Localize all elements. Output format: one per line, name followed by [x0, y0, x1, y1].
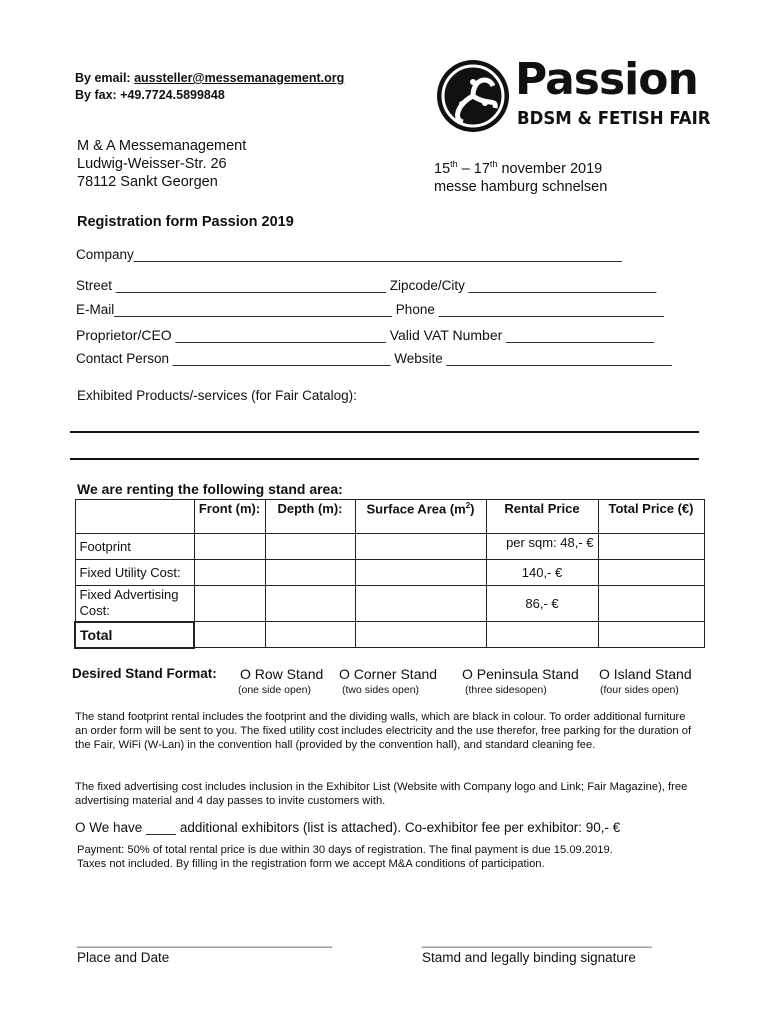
- organizer-street: Ludwig-Weisser-Str. 26: [77, 156, 227, 172]
- spiral-logo-icon: [435, 58, 511, 134]
- header-total: Total Price (€): [598, 500, 704, 534]
- row-label: Footprint: [75, 534, 194, 560]
- table-row: [75, 586, 704, 622]
- products-line-2[interactable]: [70, 458, 699, 460]
- front-cell[interactable]: [194, 560, 265, 586]
- format-row-note: (one side open): [238, 684, 311, 696]
- header-depth: Depth (m):: [265, 500, 355, 534]
- header-rental: Rental Price: [486, 500, 598, 534]
- logo-name: Passion: [515, 54, 698, 105]
- signature-label: Stamd and legally binding signature: [422, 950, 636, 965]
- event-venue: messe hamburg schnelsen: [434, 178, 608, 195]
- total-label: Total: [75, 622, 194, 648]
- format-label: Desired Stand Format:: [72, 666, 217, 681]
- depth-cell[interactable]: [265, 534, 355, 560]
- format-island-stand[interactable]: O Island Stand: [599, 666, 692, 682]
- format-corner-note: (two sides open): [342, 684, 420, 696]
- company-field[interactable]: Company_________________________________________________________________: [76, 247, 622, 262]
- format-row-stand[interactable]: O Row Stand: [240, 666, 324, 682]
- table-row: [75, 534, 704, 560]
- contact-website-field[interactable]: Contact Person _____________________________ Website ______________________________: [76, 351, 672, 366]
- payment-line-2: Taxes not included. By filling in the registration form we accept M&A conditions of participation.: [77, 858, 545, 870]
- rental-price: 86,- €: [486, 586, 598, 622]
- event-info: [434, 155, 607, 196]
- table-total-row: [75, 622, 704, 648]
- products-line-1[interactable]: [70, 431, 699, 433]
- email-prefix: By email:: [75, 71, 135, 85]
- payment-line-1: Payment: 50% of total rental price is due within 30 days of registration. The final payment is due 15.09.2019.: [77, 844, 613, 856]
- email-phone-field[interactable]: E-Mail_____________________________________ Phone ______________________________: [76, 302, 664, 317]
- front-cell[interactable]: [194, 622, 265, 648]
- organizer-name: M & A Messemanagement: [77, 138, 247, 154]
- surface-cell[interactable]: [355, 560, 486, 586]
- row-label: Fixed Advertising Cost:: [75, 586, 194, 622]
- form-title: Registration form Passion 2019: [77, 214, 294, 230]
- front-cell[interactable]: [194, 586, 265, 622]
- rental-price: per sqm: 48,- €: [486, 534, 598, 560]
- organizer-address: [77, 137, 246, 191]
- proprietor-vat-field[interactable]: Proprietor/CEO ___________________________ Valid VAT Number ___________________: [76, 327, 655, 343]
- email-line: [75, 71, 344, 85]
- depth-cell[interactable]: [265, 586, 355, 622]
- surface-cell[interactable]: [355, 586, 486, 622]
- footprint-paragraph: The stand footprint rental includes the footprint and the dividing walls, which are black in colour. To order additional furniture an order form will be sent to you. The fixed utility cost includes electricity and the use therefor, free parking for the duration of the Fair, WiFi (W-Lan) in the convention hall (provided by the convention hall), and standard cleaning fee.: [75, 711, 692, 752]
- logo-tagline: BDSM & FETISH FAIR: [517, 108, 711, 129]
- advertising-paragraph: The fixed advertising cost includes inclusion in the Exhibitor List (Website with Company logo and Link; Fair Magazine), free advertising material and 4 day passes to invite customers with.: [75, 781, 688, 808]
- passion-logo: [435, 54, 711, 138]
- header-blank: [75, 500, 194, 534]
- event-date: 15th – 17th november 2019: [434, 159, 603, 177]
- rental-price: 140,- €: [486, 560, 598, 586]
- format-peninsula-stand[interactable]: O Peninsula Stand: [462, 666, 579, 682]
- total-cell[interactable]: [598, 534, 704, 560]
- stand-heading: We are renting the following stand area:: [77, 481, 343, 497]
- place-date-line[interactable]: ________________________________________: [77, 934, 332, 948]
- depth-cell[interactable]: [265, 622, 355, 648]
- rental-cell[interactable]: [486, 622, 598, 648]
- place-date-label: Place and Date: [77, 950, 170, 965]
- format-corner-stand[interactable]: O Corner Stand: [339, 666, 438, 682]
- street-zipcode-field[interactable]: Street ____________________________________ Zipcode/City _________________________: [76, 278, 657, 293]
- fax-line: By fax: +49.7724.5899848: [75, 88, 225, 102]
- total-cell[interactable]: [598, 560, 704, 586]
- email-link[interactable]: aussteller@messemanagement.org: [134, 71, 345, 85]
- coexhibitor-line[interactable]: O We have ____ additional exhibitors (list is attached). Co-exhibitor fee per exhibitor: 90,- €: [75, 820, 621, 835]
- organizer-city: 78112 Sankt Georgen: [77, 174, 218, 190]
- total-cell[interactable]: [598, 586, 704, 622]
- header-front: Front (m):: [194, 500, 265, 534]
- header-surface: Surface Area $(m^2)$: [355, 500, 486, 534]
- exhibited-products-label: Exhibited Products/-services (for Fair Catalog):: [77, 388, 357, 403]
- row-label: Fixed Utility Cost:: [75, 560, 194, 586]
- surface-cell[interactable]: [355, 534, 486, 560]
- format-island-note: (four sides open): [600, 684, 679, 696]
- surface-cell[interactable]: [355, 622, 486, 648]
- format-peninsula-note: (three sidesopen): [465, 684, 547, 696]
- stand-table: [74, 499, 705, 649]
- total-cell[interactable]: [598, 622, 704, 648]
- front-cell[interactable]: [194, 534, 265, 560]
- table-row: [75, 560, 704, 586]
- table-header-row: [75, 500, 704, 534]
- depth-cell[interactable]: [265, 560, 355, 586]
- signature-line[interactable]: ____________________________________: [422, 934, 652, 948]
